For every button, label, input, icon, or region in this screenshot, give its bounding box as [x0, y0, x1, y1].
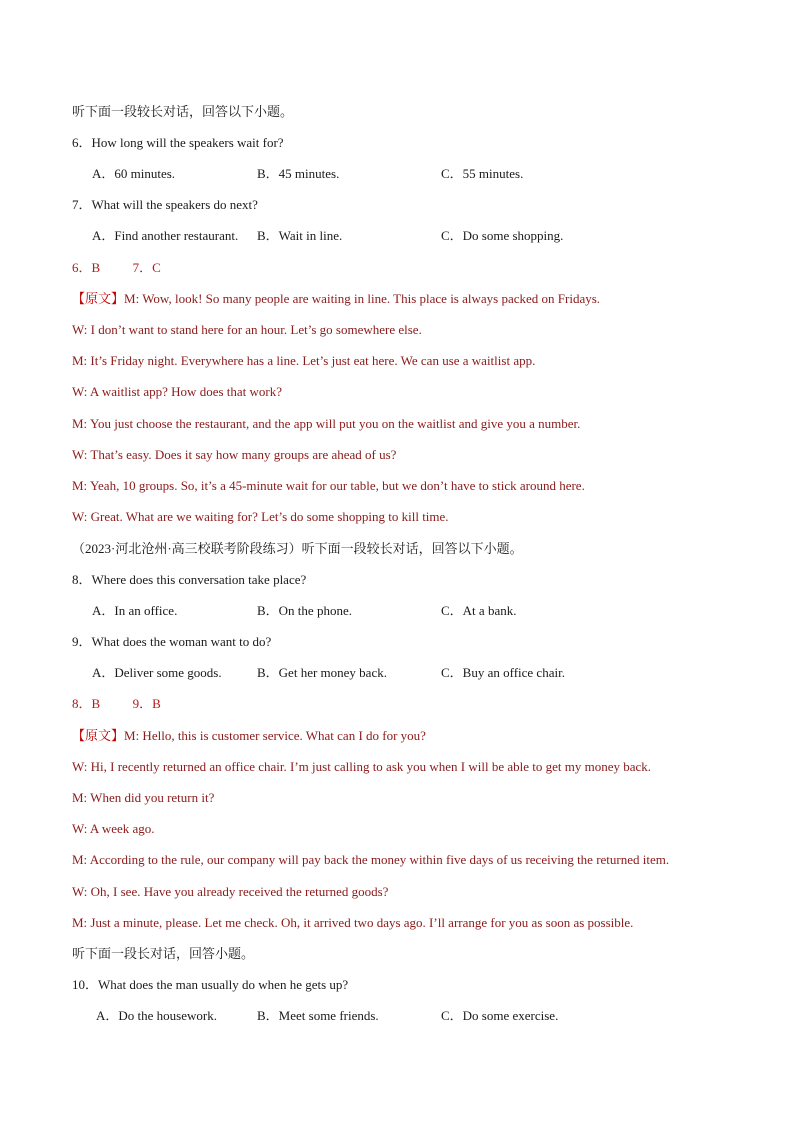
transcript-line: M: According to the rule, our company will pay back the money within five days of us receiving the returned item.	[72, 852, 670, 867]
transcript-line: M: Yeah, 10 groups. So, it’s a 45-minute wait for our table, but we don’t have to stick around here.	[72, 478, 585, 493]
transcript-line: W: A waitlist app? How does that work?	[72, 384, 283, 399]
answer-key-6-7	[72, 260, 161, 276]
transcript-line: W: A week ago.	[72, 821, 155, 836]
question-6-stem: 6．How long will the speakers wait for?	[72, 135, 284, 150]
q6-option-c: C．55 minutes.	[441, 166, 524, 181]
transcript-tag: 【原文】	[72, 728, 125, 743]
q8-option-a: A．In an office.	[92, 603, 178, 618]
question-10-stem: 10．What does the man usually do when he gets up?	[72, 977, 349, 992]
section-intro: 听下面一段长对话，回答小题。	[72, 946, 255, 961]
transcript-line: W: Hi, I recently returned an office chair. I’m just calling to ask you when I will be able to get my money back.	[72, 759, 652, 774]
section-intro: 听下面一段较长对话，回答以下小题。	[72, 104, 294, 119]
q10-option-a: A．Do the housework.	[96, 1008, 217, 1023]
q9-option-c: C．Buy an office chair.	[441, 665, 565, 680]
q10-option-b: B．Meet some friends.	[257, 1008, 379, 1023]
answer-key-8-9	[72, 696, 161, 712]
transcript-line: M: Just a minute, please. Let me check. Oh, it arrived two days ago. I’ll arrange for you as soon as possible.	[72, 915, 634, 930]
answer-9: 9．B	[132, 696, 161, 711]
q6-option-b: B．45 minutes.	[257, 166, 340, 181]
q8-option-b: B．On the phone.	[257, 603, 352, 618]
question-9-stem: 9．What does the woman want to do?	[72, 634, 272, 649]
q7-option-b: B．Wait in line.	[257, 228, 343, 243]
transcript-tag: 【原文】	[72, 291, 125, 306]
question-7-stem: 7．What will the speakers do next?	[72, 197, 258, 212]
transcript-line: W: I don’t want to stand here for an hour. Let’s go somewhere else.	[72, 322, 422, 337]
answer-7: 7．C	[132, 260, 161, 275]
answer-8: 8．B	[72, 696, 101, 711]
q7-option-a: A．Find another restaurant.	[92, 228, 239, 243]
q6-option-a: A．60 minutes.	[92, 166, 176, 181]
transcript-line: M: You just choose the restaurant, and the app will put you on the waitlist and give you a number.	[72, 416, 581, 431]
q8-option-c: C．At a bank.	[441, 603, 517, 618]
transcript-line: W: Great. What are we waiting for? Let’s do some shopping to kill time.	[72, 509, 449, 524]
question-8-stem: 8．Where does this conversation take place?	[72, 572, 307, 587]
transcript-line: 【原文】M: Wow, look! So many people are waiting in line. This place is always packed on Fridays.	[72, 291, 601, 306]
transcript-line: M: When did you return it?	[72, 790, 215, 805]
transcript-line: M: It’s Friday night. Everywhere has a line. Let’s just eat here. We can use a waitlist app.	[72, 353, 536, 368]
q9-option-b: B．Get her money back.	[257, 665, 387, 680]
section-intro: （2023·河北沧州·高三校联考阶段练习）听下面一段较长对话，回答以下小题。	[72, 541, 523, 556]
q7-option-c: C．Do some shopping.	[441, 228, 564, 243]
q10-option-c: C．Do some exercise.	[441, 1008, 559, 1023]
answer-6: 6．B	[72, 260, 101, 275]
q9-option-a: A．Deliver some goods.	[92, 665, 222, 680]
transcript-line: 【原文】M: Hello, this is customer service. What can I do for you?	[72, 728, 426, 743]
transcript-line: W: Oh, I see. Have you already received the returned goods?	[72, 884, 389, 899]
transcript-line: W: That’s easy. Does it say how many groups are ahead of us?	[72, 447, 397, 462]
